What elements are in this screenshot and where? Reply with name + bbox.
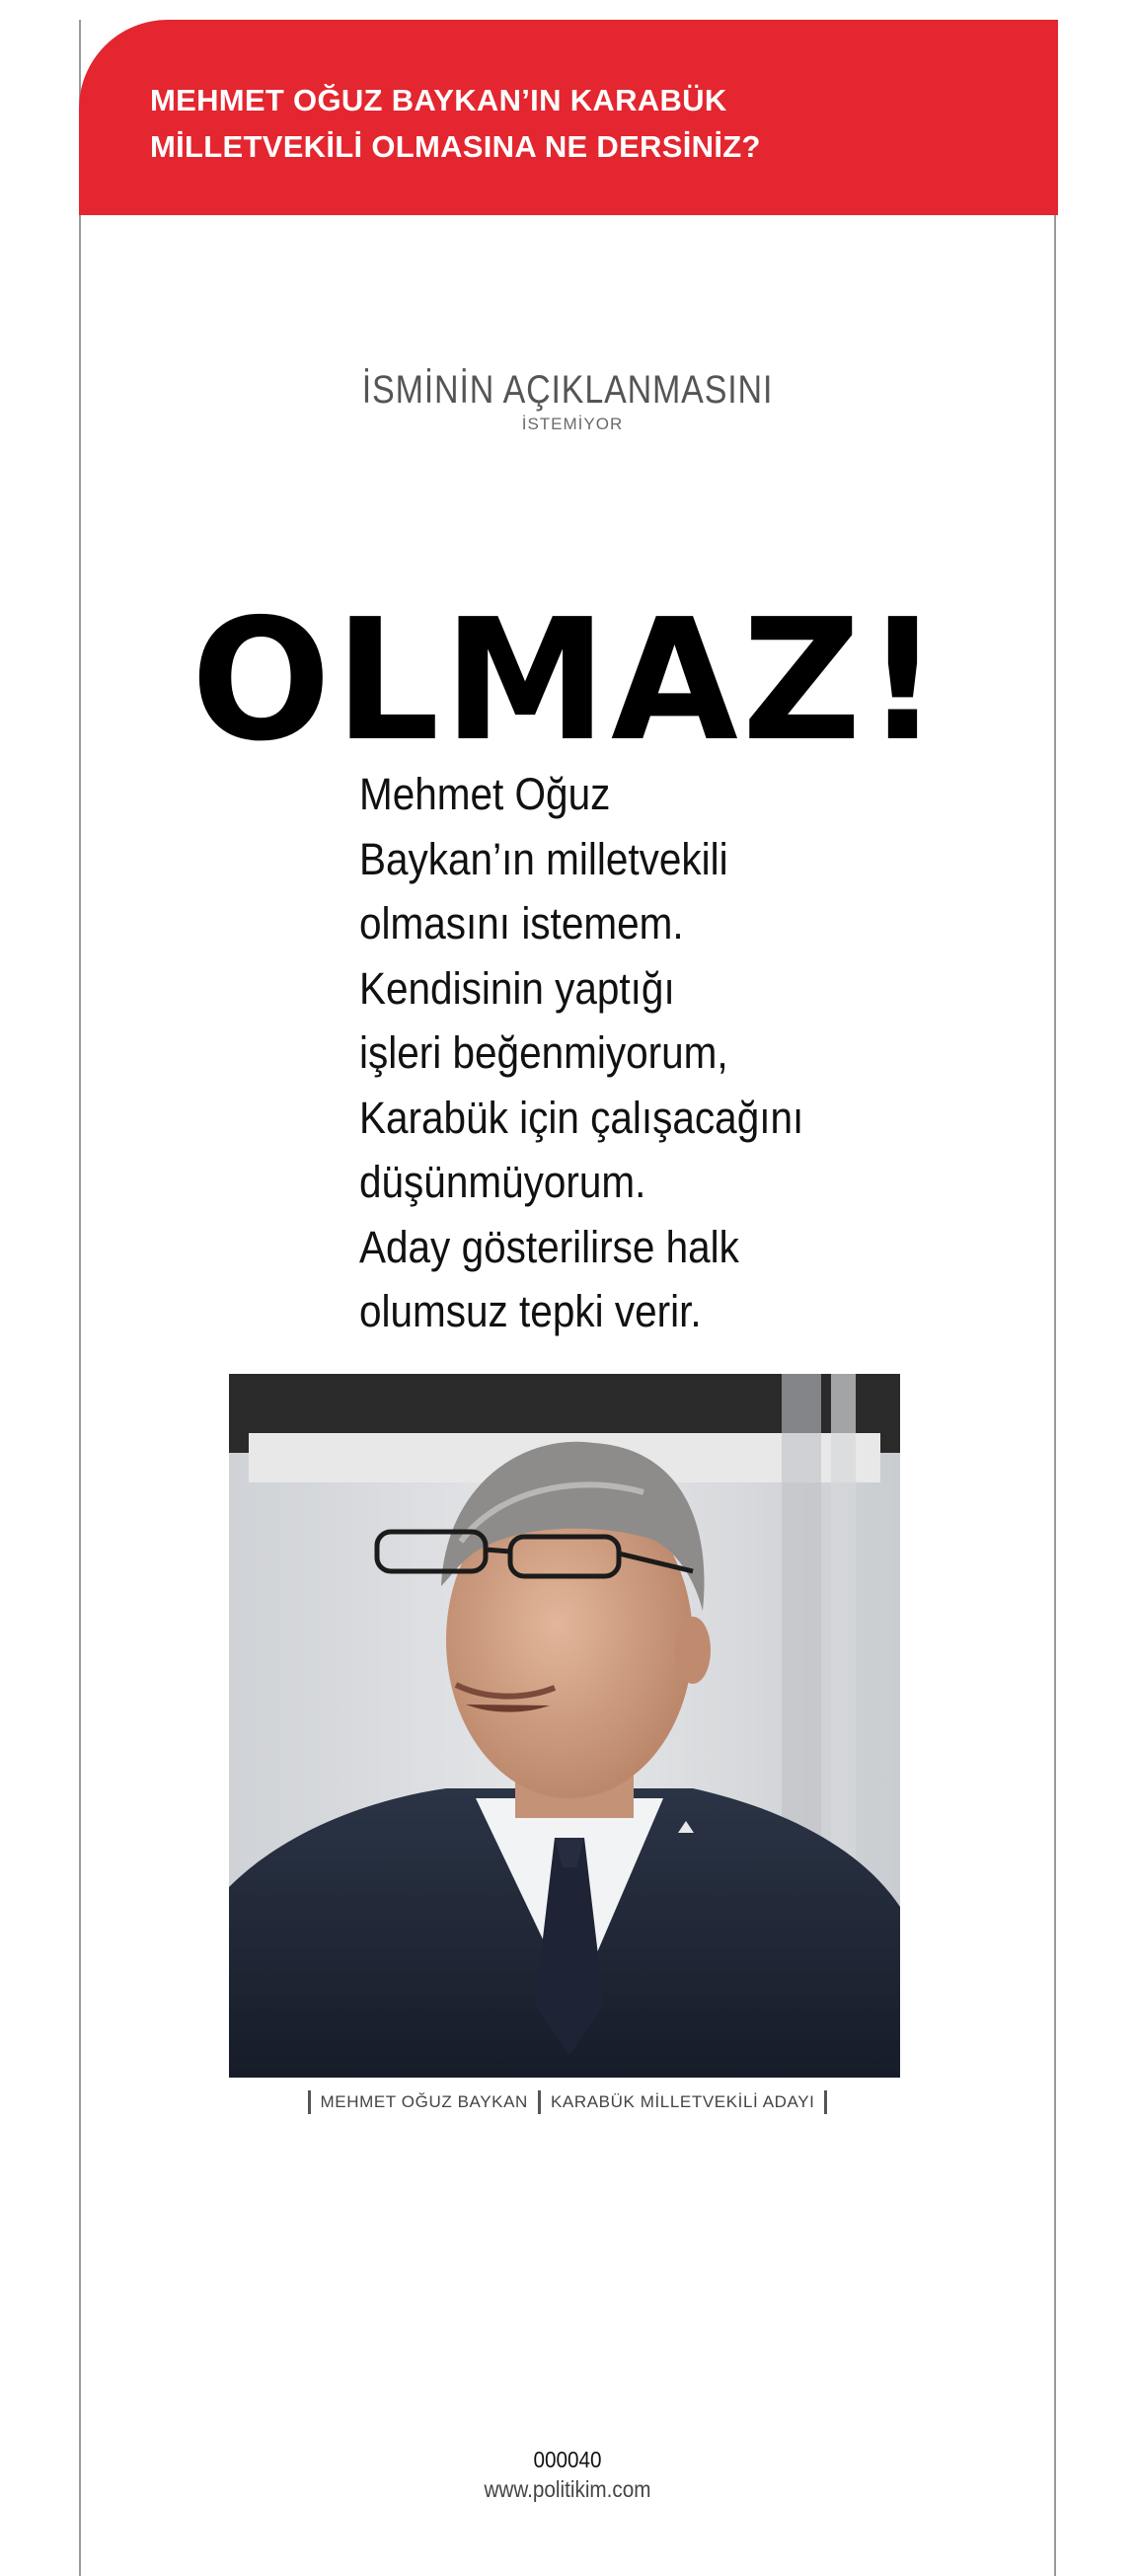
caption-name: MEHMET OĞUZ BAYKAN: [320, 2092, 528, 2111]
header-banner: [79, 20, 1058, 215]
caption-divider: [308, 2090, 311, 2114]
quote-line: düşünmüyorum.: [359, 1157, 646, 1207]
website-link[interactable]: www.politikim.com: [484, 2476, 651, 2502]
caption-divider: [824, 2090, 827, 2114]
banner-title-line-2: MİLLETVEKİLİ OLMASINA NE DERSİNİZ?: [150, 129, 761, 164]
quote-line: olmasını istemem.: [359, 898, 684, 948]
record-code: 000040: [533, 2447, 602, 2472]
quote-line: olumsuz tepki verir.: [359, 1286, 702, 1336]
respondent-quote: [359, 762, 821, 1344]
banner-title-line-1: MEHMET OĞUZ BAYKAN’IN KARABÜK: [150, 83, 727, 117]
caption-role: KARABÜK MİLLETVEKİLİ ADAYI: [550, 2092, 815, 2111]
quote-line: Baykan’ın milletvekili: [359, 833, 728, 884]
candidate-portrait-illustration: [229, 1374, 900, 2078]
candidate-photo: [229, 1374, 900, 2078]
quote-line: işleri beğenmiyorum,: [359, 1027, 728, 1078]
respondent-label: [0, 367, 1135, 434]
banner-title: [150, 77, 999, 170]
verdict-heading: OLMAZ!: [190, 583, 945, 779]
quote-line: Aday gösterilirse halk: [359, 1221, 739, 1272]
respondent-label-sub: İSTEMİYOR: [521, 415, 624, 433]
photo-caption: [0, 2090, 1135, 2114]
quote-line: Kendisinin yaptığı: [359, 962, 675, 1014]
respondent-label-main: İSMİNİN AÇIKLANMASINI: [361, 368, 774, 412]
quote-line: Mehmet Oğuz: [359, 769, 611, 819]
caption-divider: [538, 2090, 541, 2114]
quote-line: Karabük için çalışacağını: [359, 1092, 804, 1143]
